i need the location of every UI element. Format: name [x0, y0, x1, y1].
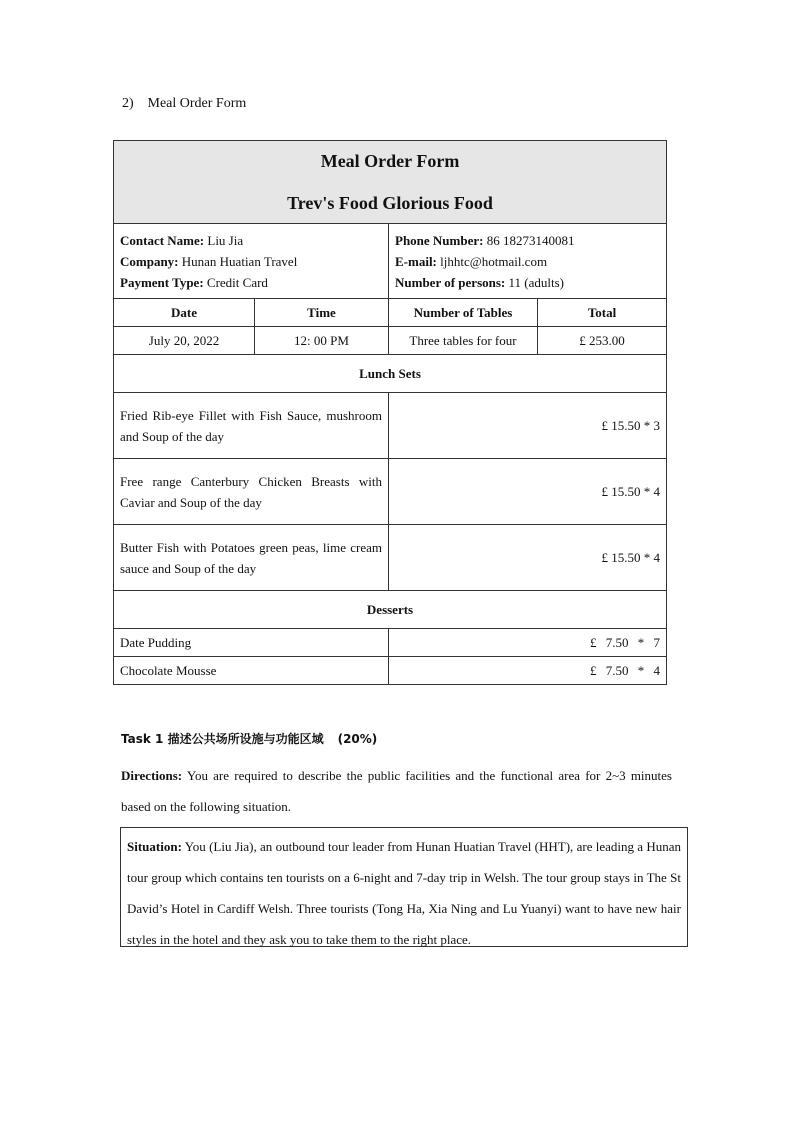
- dessert-item-price: £ 7.50 * 7: [389, 629, 667, 657]
- section-number: 2): [122, 96, 134, 111]
- form-title: Meal Order Form: [320, 151, 460, 171]
- tables-value: Three tables for four: [389, 327, 538, 355]
- column-header-tables: Number of Tables: [389, 299, 538, 327]
- contact-name-line: Contact Name: Liu Jia: [120, 232, 244, 248]
- column-header-time: Time: [255, 299, 389, 327]
- phone-number-line: Phone Number: 86 18273140081: [395, 232, 575, 248]
- lunch-item-row: [114, 459, 667, 525]
- form-title-cell: [114, 141, 667, 224]
- section-title: Meal Order Form: [147, 96, 247, 111]
- total-value: £ 253.00: [538, 327, 667, 355]
- dessert-item-name: Date Pudding: [114, 629, 389, 657]
- phone-info-cell: [389, 224, 667, 299]
- email-line: E-mail: ljhhtc@hotmail.com: [395, 253, 548, 269]
- column-header-total: Total: [538, 299, 667, 327]
- directions-text: You are required to describe the public facilities and the functional area for 2~3 minutes based on the following situation.: [121, 768, 672, 814]
- time-value: 12: 00 PM: [255, 327, 389, 355]
- lunch-item-name: Free range Canterbury Chicken Breasts with Caviar and Soup of the day: [114, 459, 389, 525]
- task-label: Task 1 描述公共场所设施与功能区域: [121, 732, 324, 746]
- lunch-item-price: £ 15.50 * 4: [389, 525, 667, 591]
- task-percent: (20%): [337, 732, 378, 746]
- meal-order-table: [113, 140, 667, 685]
- lunch-item-price: £ 15.50 * 3: [389, 393, 667, 459]
- dessert-item-row: [114, 657, 667, 685]
- directions-label: Directions:: [121, 768, 183, 783]
- lunch-item-name: Butter Fish with Potatoes green peas, lime cream sauce and Soup of the day: [114, 525, 389, 591]
- lunch-sets-header: Lunch Sets: [114, 355, 667, 393]
- persons-line: Number of persons: 11 (adults): [395, 274, 564, 290]
- directions-paragraph: [121, 760, 672, 822]
- restaurant-name: Trev's Food Glorious Food: [287, 193, 493, 213]
- date-value: July 20, 2022: [114, 327, 255, 355]
- dessert-item-row: [114, 629, 667, 657]
- company-line: Company: Hunan Huatian Travel: [120, 253, 298, 269]
- lunch-item-price: £ 15.50 * 4: [389, 459, 667, 525]
- situation-box: [120, 827, 688, 947]
- lunch-item-name: Fried Rib-eye Fillet with Fish Sauce, mushroom and Soup of the day: [114, 393, 389, 459]
- task-heading: [121, 730, 377, 747]
- situation-label: Situation:: [127, 839, 182, 854]
- column-header-date: Date: [114, 299, 255, 327]
- lunch-item-row: [114, 525, 667, 591]
- section-heading: [122, 96, 246, 112]
- dessert-item-name: Chocolate Mousse: [114, 657, 389, 685]
- lunch-item-row: [114, 393, 667, 459]
- situation-text: You (Liu Jia), an outbound tour leader from Hunan Huatian Travel (HHT), are leading a Hunan tour group which contains ten tourists on a 6-night and 7-day trip in Welsh. The tour group stays in The St David’s Hotel in Cardiff Welsh. Three tourists (Tong Ha, Xia Ning and Lu Yuanyi) want to have new hair styles in the hotel and they ask you to take them to the right place.: [127, 839, 681, 947]
- dessert-item-price: £ 7.50 * 4: [389, 657, 667, 685]
- desserts-header: Desserts: [114, 591, 667, 629]
- contact-info-cell: [114, 224, 389, 299]
- payment-type-line: Payment Type: Credit Card: [120, 274, 268, 290]
